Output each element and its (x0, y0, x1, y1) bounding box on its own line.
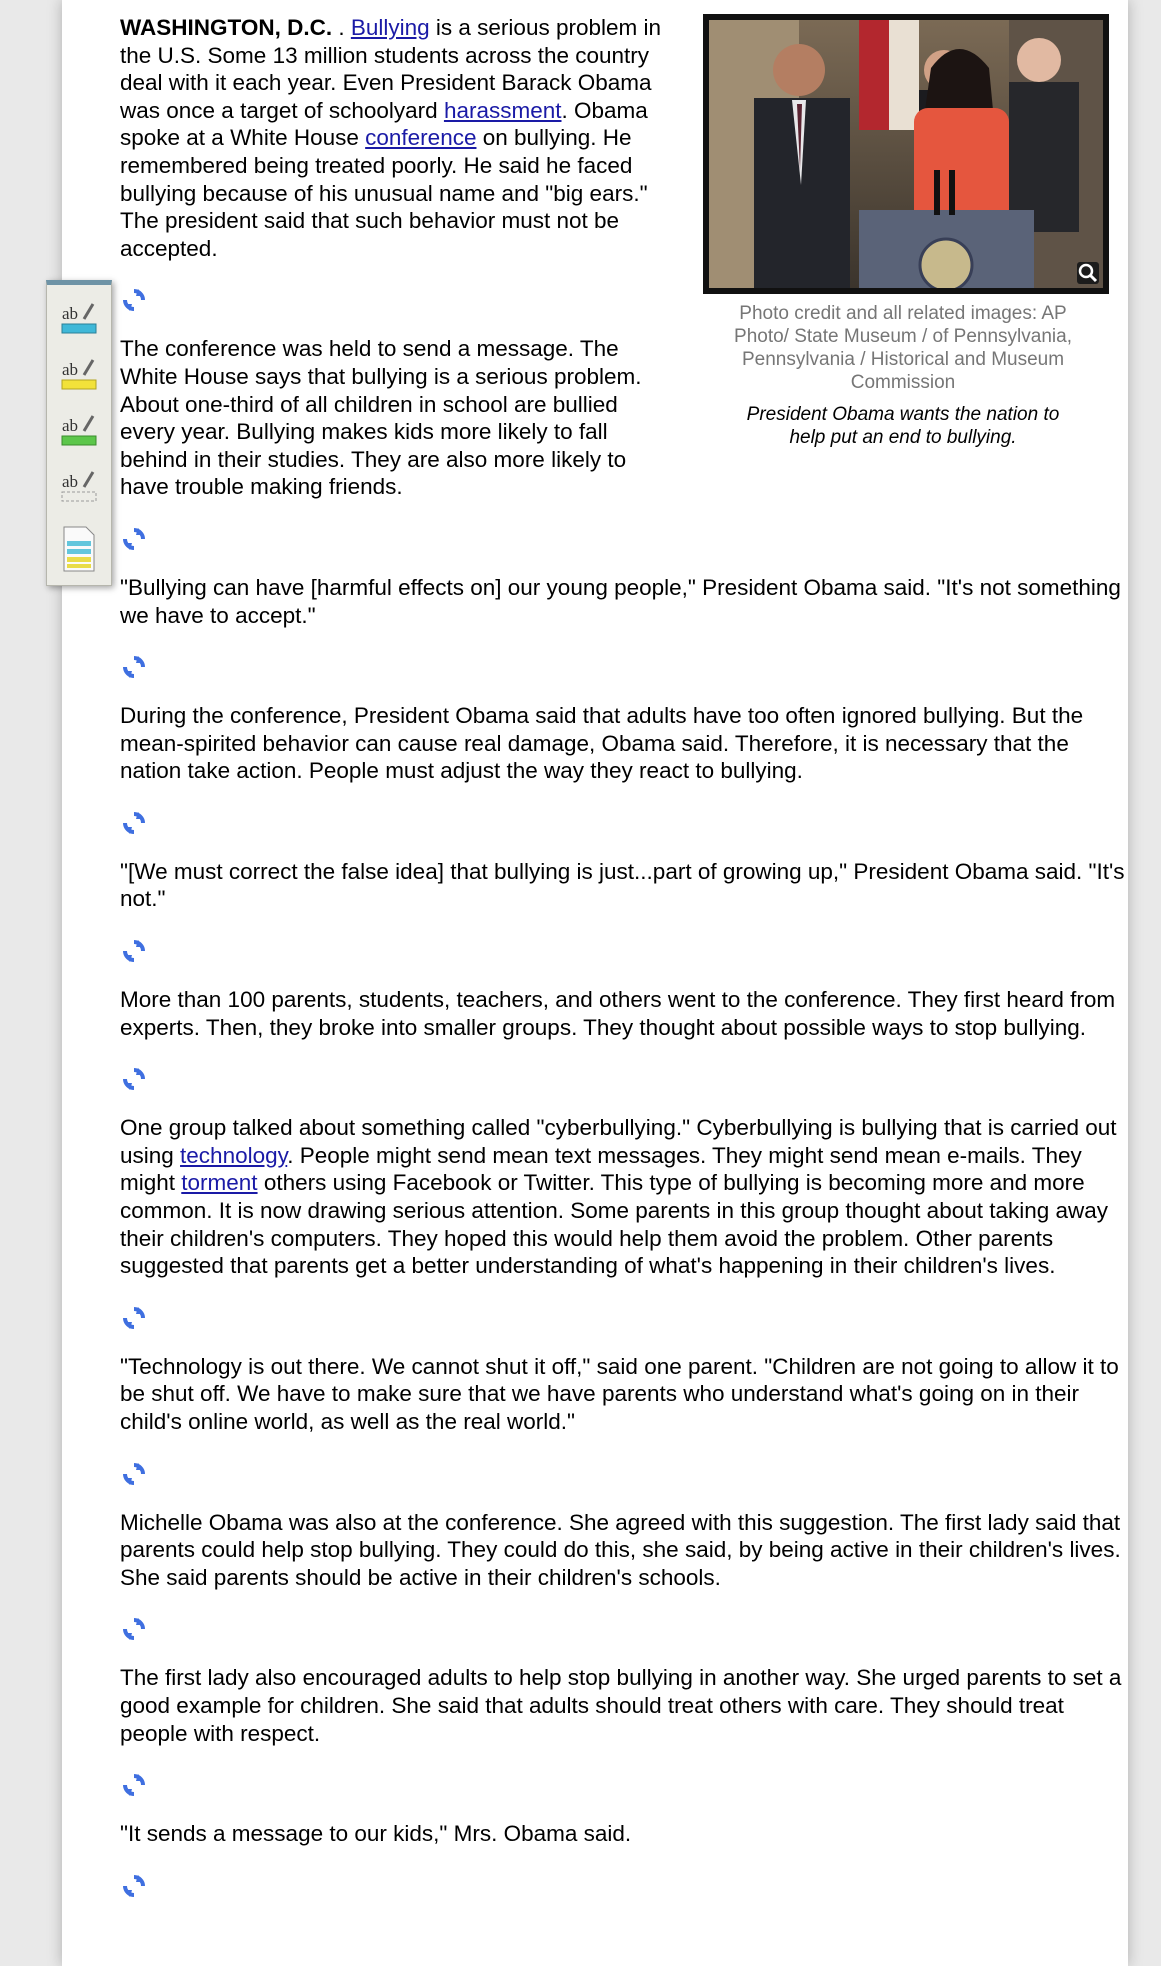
refresh-icon[interactable] (122, 527, 146, 551)
highlighter-toolbar (46, 280, 112, 586)
highlight-erase-icon (60, 467, 98, 505)
text-span: . People might send mean text messages. They might send mean e-mails. They might (120, 1142, 1082, 1196)
highlight-erase-button[interactable] (60, 467, 98, 505)
svg-text:ab: ab (62, 472, 79, 491)
notes-icon (60, 525, 98, 573)
magnify-icon[interactable] (1077, 262, 1099, 284)
paragraph: The conference was held to send a message. The White House says that bullying is a serious problem. About one-third of all children in school are bullied every year. Bullying makes kids more likely to fall behind in their studies. They are also more likely to have trouble making friends. (120, 336, 642, 500)
text-span: is a serious problem in the U.S. Some 13 million students across the country deal with it each year. Even President Barack Obama was once a target of schoolyard (120, 15, 662, 123)
refresh-icon[interactable] (122, 939, 146, 963)
link-technology[interactable]: technology (180, 1142, 288, 1168)
text-span: . Obama spoke at a White House (120, 97, 648, 151)
article-page (62, 0, 1128, 1966)
svg-text:ab: ab (62, 360, 79, 379)
refresh-icon[interactable] (122, 1773, 146, 1797)
text-span: on bullying. He remembered being treated poorly. He said he faced bullying because of his unusual name and "big ears." The president said that such behavior must not be accepted. (120, 125, 648, 261)
highlight-blue-icon (60, 299, 98, 337)
dateline: WASHINGTON, D.C. (120, 15, 333, 40)
refresh-icon[interactable] (122, 1067, 146, 1091)
svg-text:ab: ab (62, 416, 79, 435)
refresh-icon[interactable] (122, 1462, 146, 1486)
refresh-icon[interactable] (122, 811, 146, 835)
article-content (120, 0, 1126, 1898)
link-harassment[interactable]: harassment (443, 97, 562, 123)
highlight-yellow-icon (60, 355, 98, 393)
photo-block (703, 14, 1103, 449)
notes-button[interactable] (60, 525, 98, 573)
link-bullying[interactable]: Bullying (350, 15, 430, 40)
highlight-green-icon (60, 411, 98, 449)
paragraph: "Technology is out there. We cannot shut it off," said one parent. "Children are not going to allow it to be shut off. We have to make sure that we have parents who understand what's going on in their child's online world, as well as the real world." (120, 1353, 1119, 1434)
photo-image (709, 20, 1103, 288)
highlight-yellow-button[interactable] (60, 355, 98, 393)
photo-obamas[interactable] (703, 14, 1109, 294)
paragraph: "Bullying can have [harmful effects on] our young people," President Obama said. "It's not something we have to accept." (120, 574, 1121, 628)
paragraph: "[We must correct the false idea] that bullying is just...part of growing up," President Obama said. "It's not." (120, 858, 1125, 912)
paragraph: "It sends a message to our kids," Mrs. Obama said. (120, 1821, 632, 1847)
paragraph: More than 100 parents, students, teachers, and others went to the conference. They first heard from experts. Then, they broke into smaller groups. They thought about possible ways to stop bullying. (120, 987, 1116, 1040)
refresh-icon[interactable] (122, 655, 146, 679)
photo-caption: President Obama wants the nation to help put an end to bullying. (746, 404, 1060, 448)
refresh-icon[interactable] (122, 1306, 146, 1330)
refresh-icon[interactable] (122, 288, 146, 312)
refresh-icon[interactable] (122, 1617, 146, 1641)
photo-credit: Photo credit and all related images: AP Photo/ State Museum / of Pennsylvania, Pennsylvania / Historical and Museum Commission (734, 303, 1072, 393)
highlight-blue-button[interactable] (60, 299, 98, 337)
link-conference[interactable]: conference (365, 125, 477, 151)
paragraph: During the conference, President Obama said that adults have too often ignored bullying. But the mean-spirited behavior can cause real damage, Obama said. Therefore, it is necessary that the nation take action. People must adjust the way they react to bullying. (120, 703, 1084, 784)
svg-text:ab: ab (62, 304, 79, 323)
refresh-icon[interactable] (122, 1874, 146, 1898)
intro-paragraph (120, 14, 670, 262)
text-span: others using Facebook or Twitter. This type of bullying is becoming more and more common. It is now drawing serious attention. Some parents in this group thought about taking away their children's computers. They hoped this would help them avoid the problem. Other parents suggested that parents get a better understanding of what's happening in their children's lives. (120, 1170, 1109, 1279)
paragraph: The first lady also encouraged adults to help stop bullying in another way. She urged parents to set a good example for children. She said that adults should treat others with care. They should treat people with respect. (120, 1665, 1122, 1746)
paragraph (120, 1114, 1126, 1280)
paragraph: Michelle Obama was also at the conference. She agreed with this suggestion. The first lady said that parents could help stop bullying. They could do this, she said, by being active in their children's lives. She said parents should be active in their children's schools. (120, 1509, 1121, 1590)
text-span: One group talked about something called "cyberbullying." Cyberbullying is bullying that is carried out using (120, 1115, 1117, 1168)
link-torment[interactable]: torment (181, 1170, 258, 1196)
intro-section (120, 0, 1126, 501)
highlight-green-button[interactable] (60, 411, 98, 449)
text-span: . (332, 15, 351, 40)
